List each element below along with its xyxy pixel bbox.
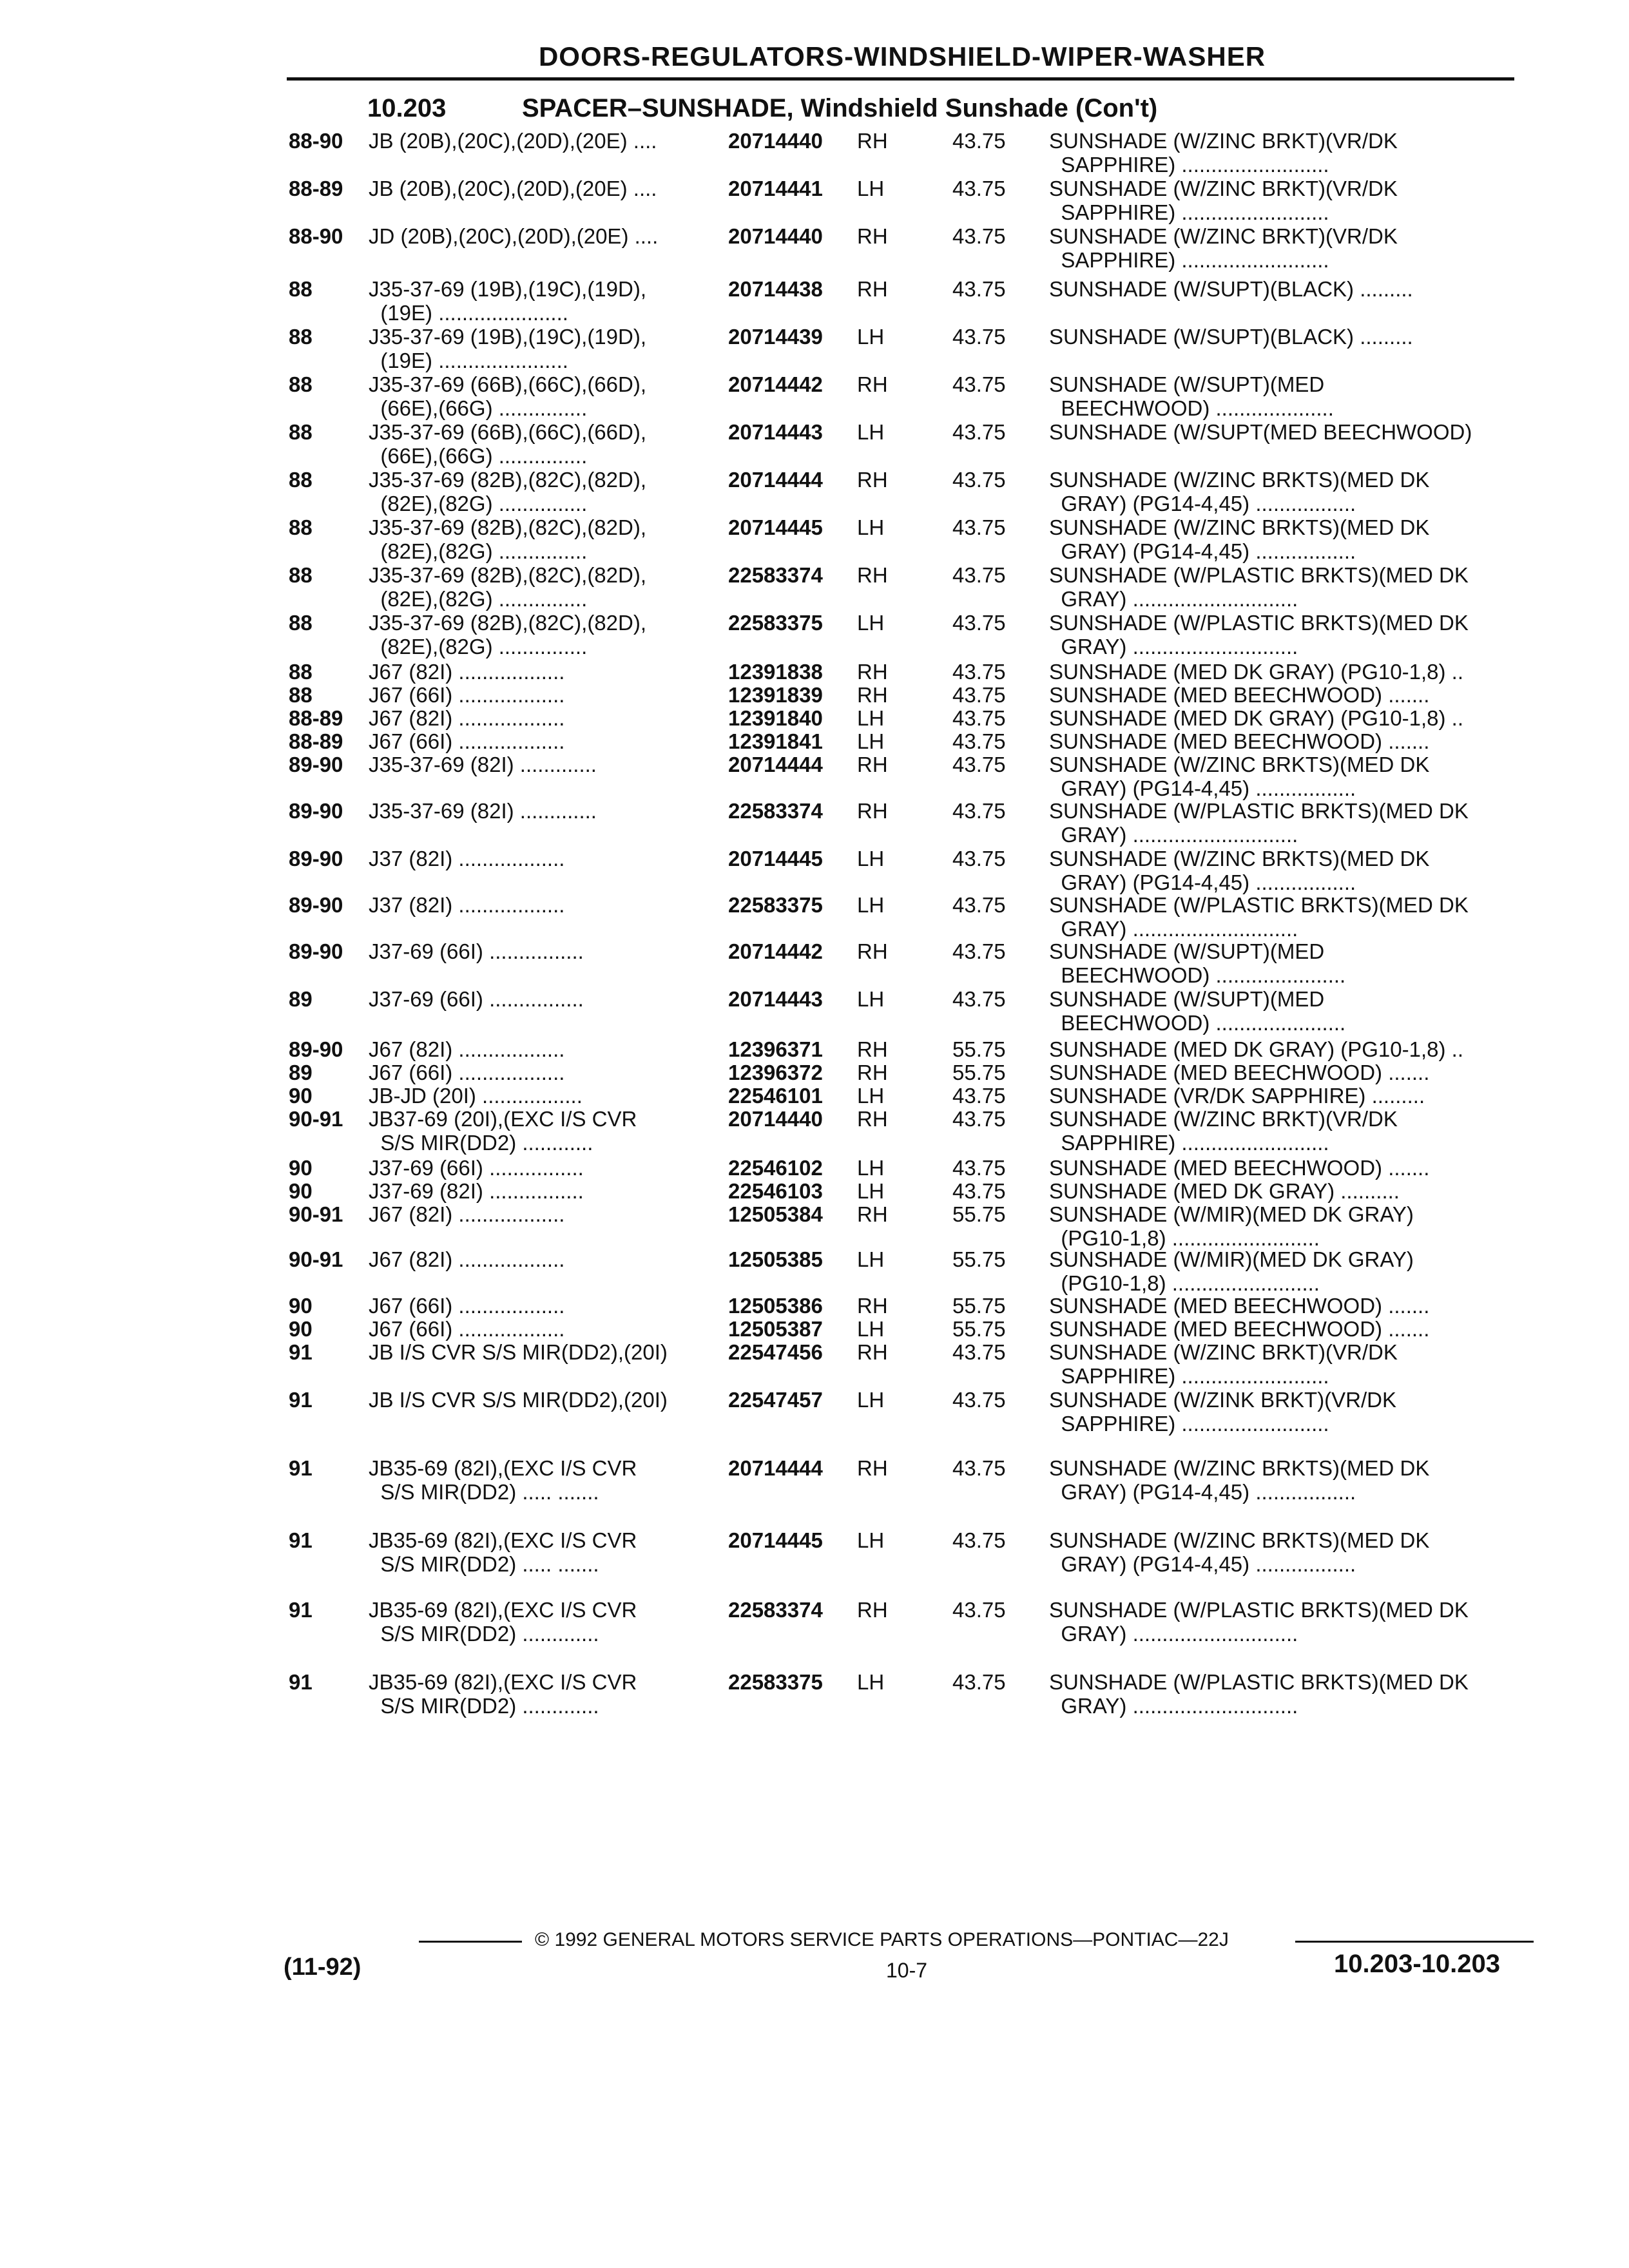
year-cell: 88 — [289, 563, 313, 587]
model-cell: J67 (82I) .................. — [369, 706, 565, 730]
model-cell: JB (20B),(20C),(20D),(20E) .... — [369, 177, 657, 200]
price-cell: 43.75 — [952, 1179, 1006, 1203]
price-cell: 43.75 — [952, 420, 1006, 444]
description-cell: SUNSHADE (W/PLASTIC BRKTS)(MED DK GRAY) ............................ — [1049, 563, 1469, 611]
footer-date: (11-92) — [284, 1954, 361, 1981]
price-cell: 43.75 — [952, 706, 1006, 730]
description-cell: SUNSHADE (W/SUPT(MED BEECHWOOD) — [1049, 420, 1472, 444]
price-cell: 43.75 — [952, 325, 1006, 349]
price-cell: 43.75 — [952, 515, 1006, 539]
part-number-cell: 20714444 — [728, 468, 823, 492]
side-cell: RH — [857, 939, 888, 963]
side-cell: LH — [857, 515, 885, 539]
description-cell: SUNSHADE (W/ZINC BRKT)(VR/DK SAPPHIRE) ......................... — [1049, 129, 1398, 177]
year-cell: 90 — [289, 1156, 313, 1180]
year-cell: 88 — [289, 515, 313, 539]
model-cell: JB-JD (20I) ................. — [369, 1084, 583, 1108]
price-cell: 55.75 — [952, 1037, 1006, 1061]
model-cell: J67 (82I) .................. — [369, 660, 565, 684]
part-number-cell: 20714445 — [728, 515, 823, 539]
description-cell: SUNSHADE (MED DK GRAY) (PG10-1,8) .. — [1049, 660, 1464, 684]
description-cell: SUNSHADE (W/PLASTIC BRKTS)(MED DK GRAY) ............................ — [1049, 799, 1469, 847]
price-cell: 43.75 — [952, 683, 1006, 707]
year-cell: 90 — [289, 1084, 313, 1108]
year-cell: 88 — [289, 611, 313, 635]
part-number-cell: 12505386 — [728, 1294, 823, 1318]
part-number-cell: 22546101 — [728, 1084, 823, 1108]
part-number-cell: 12396371 — [728, 1037, 823, 1061]
description-cell: SUNSHADE (MED BEECHWOOD) ....... — [1049, 1294, 1430, 1318]
part-number-cell: 20714444 — [728, 753, 823, 776]
side-cell: LH — [857, 1247, 885, 1271]
side-cell: LH — [857, 1156, 885, 1180]
price-cell: 43.75 — [952, 893, 1006, 917]
description-cell: SUNSHADE (W/SUPT)(BLACK) ......... — [1049, 325, 1413, 349]
side-cell: LH — [857, 706, 885, 730]
price-cell: 55.75 — [952, 1061, 1006, 1084]
part-number-cell: 12391840 — [728, 706, 823, 730]
description-cell: SUNSHADE (W/ZINC BRKT)(VR/DK SAPPHIRE) ......................... — [1049, 1340, 1398, 1388]
part-number-cell: 20714438 — [728, 277, 823, 301]
part-number-cell: 12391841 — [728, 729, 823, 753]
part-number-cell: 22583374 — [728, 799, 823, 823]
footer-rule-left — [419, 1941, 522, 1943]
footer-page-number: 10-7 — [886, 1959, 928, 1982]
side-cell: LH — [857, 1179, 885, 1203]
year-cell: 90 — [289, 1317, 313, 1341]
side-cell: RH — [857, 129, 888, 153]
side-cell: RH — [857, 468, 888, 492]
description-cell: SUNSHADE (W/ZINC BRKTS)(MED DK GRAY) (PG14-4,45) ................. — [1049, 847, 1430, 894]
year-cell: 91 — [289, 1598, 313, 1622]
footer-section-ref: 10.203-10.203 — [1334, 1950, 1501, 1978]
model-cell: JB35-69 (82I),(EXC I/S CVR S/S MIR(DD2) ..... ....... — [369, 1456, 637, 1504]
price-cell: 43.75 — [952, 1107, 1006, 1131]
model-cell: J35-37-69 (82I) ............. — [369, 799, 597, 823]
side-cell: LH — [857, 1084, 885, 1108]
description-cell: SUNSHADE (MED BEECHWOOD) ....... — [1049, 1317, 1430, 1341]
price-cell: 43.75 — [952, 468, 1006, 492]
part-number-cell: 22583375 — [728, 1670, 823, 1694]
side-cell: RH — [857, 660, 888, 684]
year-cell: 91 — [289, 1528, 313, 1552]
price-cell: 55.75 — [952, 1247, 1006, 1271]
year-cell: 88 — [289, 420, 313, 444]
part-number-cell: 20714440 — [728, 1107, 823, 1131]
model-cell: J37-69 (66I) ................ — [369, 987, 584, 1011]
part-number-cell: 20714440 — [728, 129, 823, 153]
description-cell: SUNSHADE (VR/DK SAPPHIRE) ......... — [1049, 1084, 1425, 1108]
model-cell: JB37-69 (20I),(EXC I/S CVR S/S MIR(DD2) ............ — [369, 1107, 637, 1155]
description-cell: SUNSHADE (W/ZINC BRKTS)(MED DK GRAY) (PG14-4,45) ................. — [1049, 753, 1430, 800]
price-cell: 55.75 — [952, 1294, 1006, 1318]
model-cell: J35-37-69 (66B),(66C),(66D), (66E),(66G) ............... — [369, 420, 646, 468]
model-cell: J37 (82I) .................. — [369, 893, 565, 917]
part-number-cell: 20714439 — [728, 325, 823, 349]
year-cell: 89-90 — [289, 799, 343, 823]
footer-rule-right — [1295, 1941, 1534, 1943]
year-cell: 88-89 — [289, 706, 343, 730]
description-cell: SUNSHADE (W/MIR)(MED DK GRAY) (PG10-1,8) ......................... — [1049, 1247, 1414, 1295]
year-cell: 88-90 — [289, 129, 343, 153]
description-cell: SUNSHADE (W/MIR)(MED DK GRAY) (PG10-1,8) ......................... — [1049, 1202, 1414, 1250]
side-cell: RH — [857, 1107, 888, 1131]
side-cell: RH — [857, 1598, 888, 1622]
year-cell: 88-90 — [289, 224, 343, 248]
model-cell: JD (20B),(20C),(20D),(20E) .... — [369, 224, 659, 248]
side-cell: RH — [857, 1202, 888, 1226]
price-cell: 43.75 — [952, 129, 1006, 153]
model-cell: J35-37-69 (82B),(82C),(82D), (82E),(82G) ............... — [369, 468, 646, 515]
model-cell: JB35-69 (82I),(EXC I/S CVR S/S MIR(DD2) ............. — [369, 1670, 637, 1718]
price-cell: 43.75 — [952, 611, 1006, 635]
price-cell: 43.75 — [952, 177, 1006, 200]
side-cell: LH — [857, 729, 885, 753]
price-cell: 43.75 — [952, 1156, 1006, 1180]
part-number-cell: 20714445 — [728, 1528, 823, 1552]
side-cell: RH — [857, 1340, 888, 1364]
year-cell: 89-90 — [289, 893, 343, 917]
description-cell: SUNSHADE (MED DK GRAY) (PG10-1,8) .. — [1049, 1037, 1464, 1061]
description-cell: SUNSHADE (W/ZINC BRKT)(VR/DK SAPPHIRE) ......................... — [1049, 1107, 1398, 1155]
price-cell: 43.75 — [952, 799, 1006, 823]
model-cell: J67 (66I) .................. — [369, 1294, 565, 1318]
side-cell: LH — [857, 177, 885, 200]
description-cell: SUNSHADE (W/PLASTIC BRKTS)(MED DK GRAY) ............................ — [1049, 893, 1469, 941]
model-cell: J37-69 (66I) ................ — [369, 1156, 584, 1180]
part-number-cell: 22583375 — [728, 893, 823, 917]
model-cell: J67 (66I) .................. — [369, 1317, 565, 1341]
part-number-cell: 12505387 — [728, 1317, 823, 1341]
side-cell: LH — [857, 847, 885, 870]
description-cell: SUNSHADE (W/SUPT)(MED BEECHWOOD) .................... — [1049, 372, 1334, 420]
description-cell: SUNSHADE (MED DK GRAY) (PG10-1,8) .. — [1049, 706, 1464, 730]
section-number: 10.203 — [367, 94, 447, 122]
model-cell: J67 (82I) .................. — [369, 1202, 565, 1226]
description-cell: SUNSHADE (W/PLASTIC BRKTS)(MED DK GRAY) ............................ — [1049, 1598, 1469, 1646]
year-cell: 89 — [289, 1061, 313, 1084]
part-number-cell: 20714444 — [728, 1456, 823, 1480]
year-cell: 91 — [289, 1670, 313, 1694]
model-cell: J67 (66I) .................. — [369, 683, 565, 707]
year-cell: 91 — [289, 1456, 313, 1480]
part-number-cell: 22546103 — [728, 1179, 823, 1203]
side-cell: LH — [857, 1317, 885, 1341]
model-cell: J35-37-69 (19B),(19C),(19D), (19E) ...................... — [369, 325, 646, 372]
year-cell: 89 — [289, 987, 313, 1011]
description-cell: SUNSHADE (W/ZINC BRKTS)(MED DK GRAY) (PG14-4,45) ................. — [1049, 515, 1430, 563]
page-title: DOORS-REGULATORS-WINDSHIELD-WIPER-WASHER — [538, 41, 1266, 72]
part-number-cell: 20714442 — [728, 939, 823, 963]
side-cell: RH — [857, 563, 888, 587]
description-cell: SUNSHADE (MED BEECHWOOD) ....... — [1049, 729, 1430, 753]
part-number-cell: 20714441 — [728, 177, 823, 200]
side-cell: LH — [857, 1388, 885, 1412]
price-cell: 43.75 — [952, 224, 1006, 248]
part-number-cell: 22546102 — [728, 1156, 823, 1180]
year-cell: 88 — [289, 468, 313, 492]
description-cell: SUNSHADE (W/SUPT)(MED BEECHWOOD) ...................... — [1049, 939, 1346, 987]
year-cell: 91 — [289, 1388, 313, 1412]
part-number-cell: 12391839 — [728, 683, 823, 707]
model-cell: JB I/S CVR S/S MIR(DD2),(20I) — [369, 1388, 668, 1412]
year-cell: 88-89 — [289, 177, 343, 200]
side-cell: LH — [857, 1528, 885, 1552]
model-cell: J67 (82I) .................. — [369, 1247, 565, 1271]
price-cell: 43.75 — [952, 1340, 1006, 1364]
model-cell: JB (20B),(20C),(20D),(20E) .... — [369, 129, 657, 153]
price-cell: 43.75 — [952, 1598, 1006, 1622]
model-cell: J35-37-69 (82B),(82C),(82D), (82E),(82G) ............... — [369, 563, 646, 611]
model-cell: J35-37-69 (66B),(66C),(66D), (66E),(66G) ............... — [369, 372, 646, 420]
model-cell: JB35-69 (82I),(EXC I/S CVR S/S MIR(DD2) ..... ....... — [369, 1528, 637, 1576]
year-cell: 89-90 — [289, 753, 343, 776]
side-cell: RH — [857, 1037, 888, 1061]
price-cell: 43.75 — [952, 987, 1006, 1011]
side-cell: RH — [857, 372, 888, 396]
part-number-cell: 20714440 — [728, 224, 823, 248]
year-cell: 88 — [289, 683, 313, 707]
description-cell: SUNSHADE (W/ZINK BRKT)(VR/DK SAPPHIRE) ......................... — [1049, 1388, 1397, 1436]
side-cell: RH — [857, 1456, 888, 1480]
price-cell: 43.75 — [952, 1670, 1006, 1694]
model-cell: J67 (82I) .................. — [369, 1037, 565, 1061]
side-cell: RH — [857, 1061, 888, 1084]
year-cell: 88-89 — [289, 729, 343, 753]
model-cell: J35-37-69 (19B),(19C),(19D), (19E) ...................... — [369, 277, 646, 325]
price-cell: 43.75 — [952, 1388, 1006, 1412]
model-cell: JB I/S CVR S/S MIR(DD2),(20I) — [369, 1340, 668, 1364]
part-number-cell: 22583374 — [728, 1598, 823, 1622]
side-cell: LH — [857, 987, 885, 1011]
year-cell: 88 — [289, 660, 313, 684]
price-cell: 43.75 — [952, 753, 1006, 776]
side-cell: LH — [857, 325, 885, 349]
price-cell: 43.75 — [952, 847, 1006, 870]
description-cell: SUNSHADE (W/ZINC BRKT)(VR/DK SAPPHIRE) ......................... — [1049, 177, 1398, 224]
side-cell: LH — [857, 893, 885, 917]
year-cell: 90 — [289, 1294, 313, 1318]
side-cell: LH — [857, 1670, 885, 1694]
description-cell: SUNSHADE (MED BEECHWOOD) ....... — [1049, 1061, 1430, 1084]
year-cell: 90 — [289, 1179, 313, 1203]
price-cell: 43.75 — [952, 1528, 1006, 1552]
part-number-cell: 12505384 — [728, 1202, 823, 1226]
price-cell: 43.75 — [952, 277, 1006, 301]
price-cell: 43.75 — [952, 563, 1006, 587]
model-cell: JB35-69 (82I),(EXC I/S CVR S/S MIR(DD2) ............. — [369, 1598, 637, 1646]
side-cell: RH — [857, 799, 888, 823]
model-cell: J35-37-69 (82B),(82C),(82D), (82E),(82G) ............... — [369, 515, 646, 563]
year-cell: 91 — [289, 1340, 313, 1364]
part-number-cell: 22583374 — [728, 563, 823, 587]
description-cell: SUNSHADE (W/SUPT)(BLACK) ......... — [1049, 277, 1413, 301]
year-cell: 90-91 — [289, 1107, 343, 1131]
part-number-cell: 12505385 — [728, 1247, 823, 1271]
description-cell: SUNSHADE (W/ZINC BRKT)(VR/DK SAPPHIRE) ......................... — [1049, 224, 1398, 272]
year-cell: 89-90 — [289, 847, 343, 870]
price-cell: 43.75 — [952, 372, 1006, 396]
side-cell: LH — [857, 611, 885, 635]
part-number-cell: 20714443 — [728, 420, 823, 444]
description-cell: SUNSHADE (W/ZINC BRKTS)(MED DK GRAY) (PG14-4,45) ................. — [1049, 1528, 1430, 1576]
description-cell: SUNSHADE (W/PLASTIC BRKTS)(MED DK GRAY) ............................ — [1049, 611, 1469, 658]
price-cell: 43.75 — [952, 729, 1006, 753]
year-cell: 88 — [289, 325, 313, 349]
price-cell: 43.75 — [952, 1084, 1006, 1108]
part-number-cell: 20714445 — [728, 847, 823, 870]
year-cell: 88 — [289, 372, 313, 396]
description-cell: SUNSHADE (W/SUPT)(MED BEECHWOOD) ...................... — [1049, 987, 1346, 1035]
model-cell: J37-69 (66I) ................ — [369, 939, 584, 963]
part-number-cell: 22547456 — [728, 1340, 823, 1364]
year-cell: 89-90 — [289, 1037, 343, 1061]
side-cell: RH — [857, 224, 888, 248]
description-cell: SUNSHADE (W/ZINC BRKTS)(MED DK GRAY) (PG14-4,45) ................. — [1049, 468, 1430, 515]
price-cell: 43.75 — [952, 660, 1006, 684]
model-cell: J35-37-69 (82B),(82C),(82D), (82E),(82G) ............... — [369, 611, 646, 658]
price-cell: 43.75 — [952, 1456, 1006, 1480]
model-cell: J37-69 (82I) ................ — [369, 1179, 584, 1203]
price-cell: 55.75 — [952, 1317, 1006, 1341]
side-cell: LH — [857, 420, 885, 444]
side-cell: RH — [857, 1294, 888, 1318]
description-cell: SUNSHADE (MED DK GRAY) .......... — [1049, 1179, 1400, 1203]
year-cell: 90-91 — [289, 1202, 343, 1226]
price-cell: 43.75 — [952, 939, 1006, 963]
side-cell: RH — [857, 683, 888, 707]
footer-copyright: © 1992 GENERAL MOTORS SERVICE PARTS OPERATIONS—PONTIAC—22J — [535, 1929, 1229, 1950]
part-number-cell: 20714443 — [728, 987, 823, 1011]
side-cell: RH — [857, 753, 888, 776]
side-cell: RH — [857, 277, 888, 301]
part-number-cell: 20714442 — [728, 372, 823, 396]
model-cell: J67 (66I) .................. — [369, 1061, 565, 1084]
description-cell: SUNSHADE (W/PLASTIC BRKTS)(MED DK GRAY) ............................ — [1049, 1670, 1469, 1718]
year-cell: 88 — [289, 277, 313, 301]
description-cell: SUNSHADE (MED BEECHWOOD) ....... — [1049, 1156, 1430, 1180]
part-number-cell: 12391838 — [728, 660, 823, 684]
model-cell: J37 (82I) .................. — [369, 847, 565, 870]
description-cell: SUNSHADE (MED BEECHWOOD) ....... — [1049, 683, 1430, 707]
part-number-cell: 22583375 — [728, 611, 823, 635]
part-number-cell: 12396372 — [728, 1061, 823, 1084]
model-cell: J35-37-69 (82I) ............. — [369, 753, 597, 776]
section-name: SPACER–SUNSHADE, Windshield Sunshade (Con't) — [522, 94, 1158, 122]
year-cell: 90-91 — [289, 1247, 343, 1271]
price-cell: 55.75 — [952, 1202, 1006, 1226]
part-number-cell: 22547457 — [728, 1388, 823, 1412]
description-cell: SUNSHADE (W/ZINC BRKTS)(MED DK GRAY) (PG14-4,45) ................. — [1049, 1456, 1430, 1504]
year-cell: 89-90 — [289, 939, 343, 963]
model-cell: J67 (66I) .................. — [369, 729, 565, 753]
